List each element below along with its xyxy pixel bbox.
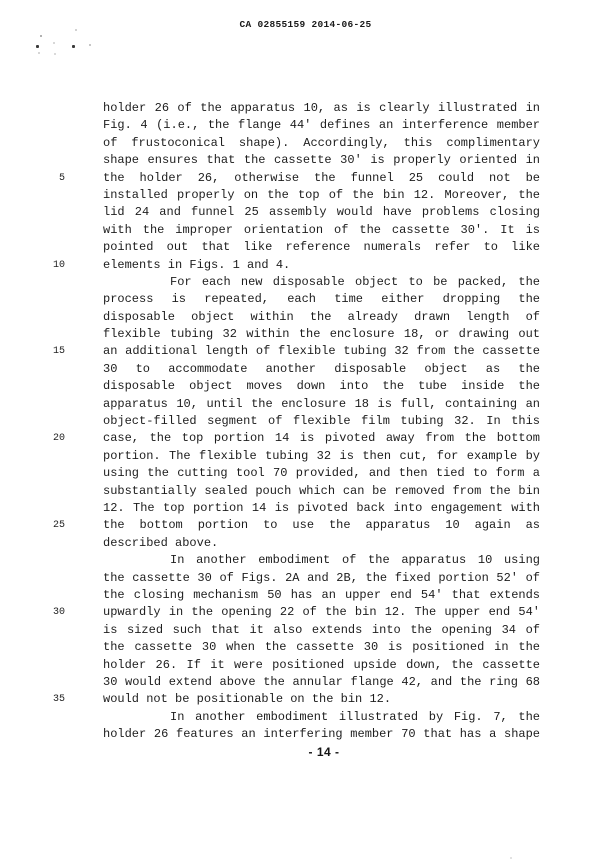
- line-text: upwardly in the opening 22 of the bin 12. The upper end 54': [103, 605, 540, 620]
- line-text: an additional length of flexible tubing 32 from the cassette: [103, 344, 540, 359]
- text-line: [0, 361, 611, 378]
- text-line: [0, 274, 611, 291]
- line-text: the closing mechanism 50 has an upper end 54' that extends: [103, 587, 540, 602]
- text-line: [0, 135, 611, 152]
- line-text: 30 to accommodate another disposable object as the: [103, 361, 540, 376]
- line-number: 20: [52, 433, 65, 445]
- line-text: In another embodiment of the apparatus 10 using: [170, 553, 540, 568]
- line-text: elements in Figs. 1 and 4.: [103, 257, 291, 272]
- scan-speck: [38, 52, 40, 54]
- text-line: [0, 709, 611, 726]
- line-text: using the cutting tool 70 provided, and then tied to form a: [103, 466, 540, 481]
- line-text: case, the top portion 14 is pivoted away from the bottom: [103, 431, 540, 446]
- scan-speck: [75, 29, 77, 31]
- text-line: [0, 657, 611, 674]
- text-line: [0, 170, 611, 187]
- line-text: the cassette 30 of Figs. 2A and 2B, the fixed portion 52' of: [103, 570, 540, 585]
- scan-speck: [40, 35, 42, 37]
- line-text: the bottom portion to use the apparatus 10 again as: [103, 518, 540, 533]
- line-text: disposable object moves down into the tube inside the: [103, 379, 540, 394]
- text-line: [0, 187, 611, 204]
- document-header-stamp: CA 02855159 2014-06-25: [239, 19, 372, 30]
- line-text: the holder 26, otherwise the funnel 25 could not be: [103, 170, 540, 185]
- line-text: disposable object within the already drawn length of: [103, 309, 540, 324]
- line-text: apparatus 10, until the enclosure 18 is full, containing an: [103, 396, 540, 411]
- text-line: [0, 639, 611, 656]
- line-text: the cassette 30 when the cassette 30 is positioned in the: [103, 640, 540, 655]
- text-line: [0, 413, 611, 430]
- line-number: 35: [52, 694, 65, 706]
- text-line: [0, 257, 611, 274]
- line-text: would not be positionable on the bin 12.: [103, 692, 392, 707]
- line-text: In another embodiment illustrated by Fig. 7, the: [170, 709, 540, 724]
- text-line: [0, 570, 611, 587]
- text-line: [0, 552, 611, 569]
- scan-speck: [54, 53, 56, 55]
- line-text: of frustoconical shape). Accordingly, this complimentary: [103, 135, 540, 150]
- text-line: [0, 726, 611, 743]
- text-line: [0, 465, 611, 482]
- line-number: 30: [52, 607, 65, 619]
- line-text: substantially sealed pouch which can be removed from the bin: [103, 483, 540, 498]
- text-line: [0, 309, 611, 326]
- text-line: [0, 535, 611, 552]
- line-text: object-filled segment of flexible film tubing 32. In this: [103, 414, 540, 429]
- text-line: [0, 222, 611, 239]
- line-text: pointed out that like reference numerals refer to like: [103, 240, 540, 255]
- line-number: 10: [52, 259, 65, 271]
- line-number: 25: [52, 520, 65, 532]
- line-text: described above.: [103, 535, 219, 550]
- text-line: [0, 691, 611, 708]
- line-number: 5: [58, 172, 65, 184]
- text-line: [0, 204, 611, 221]
- scan-speck: [510, 857, 512, 859]
- line-text: holder 26. If it were positioned upside down, the cassette: [103, 657, 540, 672]
- scan-speck: [72, 45, 75, 48]
- text-line: [0, 117, 611, 134]
- text-line: [0, 343, 611, 360]
- line-text: holder 26 of the apparatus 10, as is clearly illustrated in: [103, 101, 540, 115]
- text-line: [0, 396, 611, 413]
- scan-speck: [89, 44, 91, 46]
- line-text: Fig. 4 (i.e., the flange 44' defines an interference member: [103, 118, 540, 133]
- line-text: lid 24 and funnel 25 assembly would have problems closing: [103, 205, 540, 220]
- line-text: is sized such that it also extends into the opening 34 of: [103, 622, 540, 637]
- text-line: [0, 100, 611, 117]
- document-body-text: [0, 100, 611, 743]
- line-text: 12. The top portion 14 is pivoted back into engagement with: [103, 500, 540, 515]
- scan-speck: [53, 42, 55, 44]
- text-line: [0, 378, 611, 395]
- line-text: process is repeated, each time either dropping the: [103, 292, 540, 307]
- scan-speck: [36, 45, 39, 48]
- text-line: [0, 604, 611, 621]
- text-line: [0, 239, 611, 256]
- line-text: 30 would extend above the annular flange 42, and the ring 68: [103, 674, 540, 689]
- text-line: [0, 674, 611, 691]
- text-line: [0, 622, 611, 639]
- line-text: For each new disposable object to be packed, the: [170, 274, 540, 289]
- text-line: [0, 517, 611, 534]
- text-line: [0, 500, 611, 517]
- text-line: [0, 152, 611, 169]
- text-line: [0, 587, 611, 604]
- text-line: [0, 326, 611, 343]
- line-text: with the improper orientation of the cassette 30'. It is: [103, 222, 540, 237]
- page-number: - 14 -: [308, 745, 340, 759]
- text-line: [0, 483, 611, 500]
- line-text: shape ensures that the cassette 30' is properly oriented in: [103, 153, 540, 168]
- text-line: [0, 291, 611, 308]
- text-line: [0, 448, 611, 465]
- line-text: flexible tubing 32 within the enclosure 18, or drawing out: [103, 327, 540, 342]
- line-text: portion. The flexible tubing 32 is then cut, for example by: [103, 448, 540, 463]
- line-text: holder 26 features an interfering member 70 that has a shape: [103, 727, 540, 742]
- text-line: [0, 430, 611, 447]
- line-number: 15: [52, 346, 65, 358]
- line-text: installed properly on the top of the bin 12. Moreover, the: [103, 187, 540, 202]
